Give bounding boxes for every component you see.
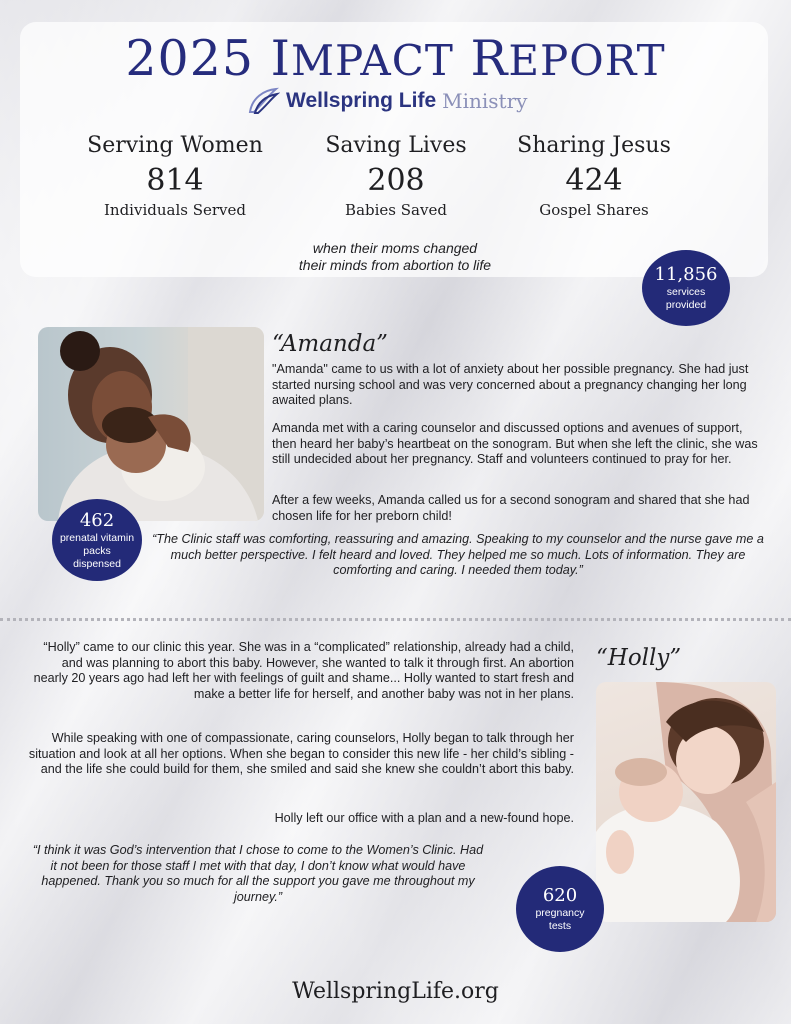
- stat-number: 424: [565, 163, 623, 198]
- stat-sharing-jesus: [474, 130, 714, 220]
- stat-heading: Serving Women: [87, 133, 263, 158]
- stat-heading: Saving Lives: [325, 133, 467, 158]
- badge-number: 11,856: [654, 264, 718, 285]
- stat-label: Gospel Shares: [539, 201, 649, 219]
- logo-name: Wellspring Life: [286, 89, 437, 112]
- section-divider: [0, 618, 791, 621]
- badge-label: dispensed: [73, 557, 121, 570]
- stat-number: 814: [146, 163, 204, 198]
- badge-label: pregnancy: [535, 907, 585, 919]
- amanda-paragraph: Amanda met with a caring counselor and discussed options and avenues of support, then heard her baby’s heartbeat on the sonogram. But when she left the clinic, she was still undecided about her pregnancy. Staff and volunteers continued to pray for her.: [272, 421, 758, 466]
- badge-label: packs: [83, 544, 111, 557]
- badge-number: 462: [79, 509, 115, 531]
- amanda-paragraph: After a few weeks, Amanda called us for a second sonogram and shared that she had chosen life for her preborn child!: [272, 493, 750, 523]
- badge-label: provided: [665, 299, 707, 311]
- badge-label: tests: [548, 920, 572, 932]
- holly-photo: [596, 682, 776, 922]
- holly-story-title: “Holly”: [596, 645, 682, 671]
- page-title: 2025 IMPACT REPORT: [125, 30, 666, 87]
- leaf-swirl-icon: [246, 86, 280, 116]
- amanda-testimonial-quote: “The Clinic staff was comforting, reassuring and amazing. Speaking to my counselor and the nurse gave me a much better perspective. I felt heard and loved. They helped me so much. Lots of information. They are comforting and caring. I needed them today.”: [152, 532, 764, 577]
- holly-paragraph: “Holly” came to our clinic this year. She was in a “complicated” relationship, already had a child, and was planning to abort this baby. However, she wanted to talk it through first. An abortion nearly 20 years ago had left her with feelings of guilt and shame... Holly wanted to start fresh and make a better life for herself, and another baby was not in her plans.: [33, 640, 574, 701]
- stat-number: 208: [367, 163, 425, 198]
- amanda-photo: [38, 327, 264, 521]
- vitamin-packs-badge: [52, 499, 142, 581]
- badge-label: prenatal vitamin: [59, 531, 135, 544]
- pregnancy-tests-badge: [516, 866, 604, 952]
- stat-label: Individuals Served: [103, 201, 246, 219]
- amanda-story-title: “Amanda”: [272, 331, 388, 357]
- logo-ministry: Ministry: [442, 89, 528, 113]
- amanda-paragraph: "Amanda" came to us with a lot of anxiety about her possible pregnancy. She had just started nursing school and was very concerned about a pregnancy changing her long awaited plans.: [272, 362, 749, 407]
- babies-saved-note: when their moms changed their minds from abortion to life: [298, 240, 492, 273]
- stat-serving-women: [55, 130, 295, 220]
- badge-number: 620: [542, 885, 578, 906]
- badge-label: services: [666, 286, 706, 298]
- stat-heading: Sharing Jesus: [517, 133, 671, 158]
- mother-newborn-illustration: [596, 682, 776, 922]
- stat-label: Babies Saved: [345, 201, 447, 219]
- holly-paragraph: Holly left our office with a plan and a new-found hope.: [274, 811, 574, 825]
- ministry-logo: [246, 84, 527, 118]
- services-provided-badge: [642, 250, 730, 326]
- holly-paragraph: While speaking with one of compassionate, caring counselors, Holly began to talk through her situation and look at all her options. When she began to consider this new life - her child’s sibling - and the life she could build for them, she smiled and said she knew she couldn’t abort this baby.: [28, 731, 574, 776]
- mother-child-illustration: [38, 327, 264, 521]
- holly-testimonial-quote: “I think it was God’s intervention that I chose to come to the Women’s Clinic. Had it not been for those staff I met with that day, I don’t know what would have happened. Thank you so much for all the support you gave me throughout my journey.”: [32, 843, 484, 904]
- website-url: WellspringLife.org: [292, 979, 499, 1004]
